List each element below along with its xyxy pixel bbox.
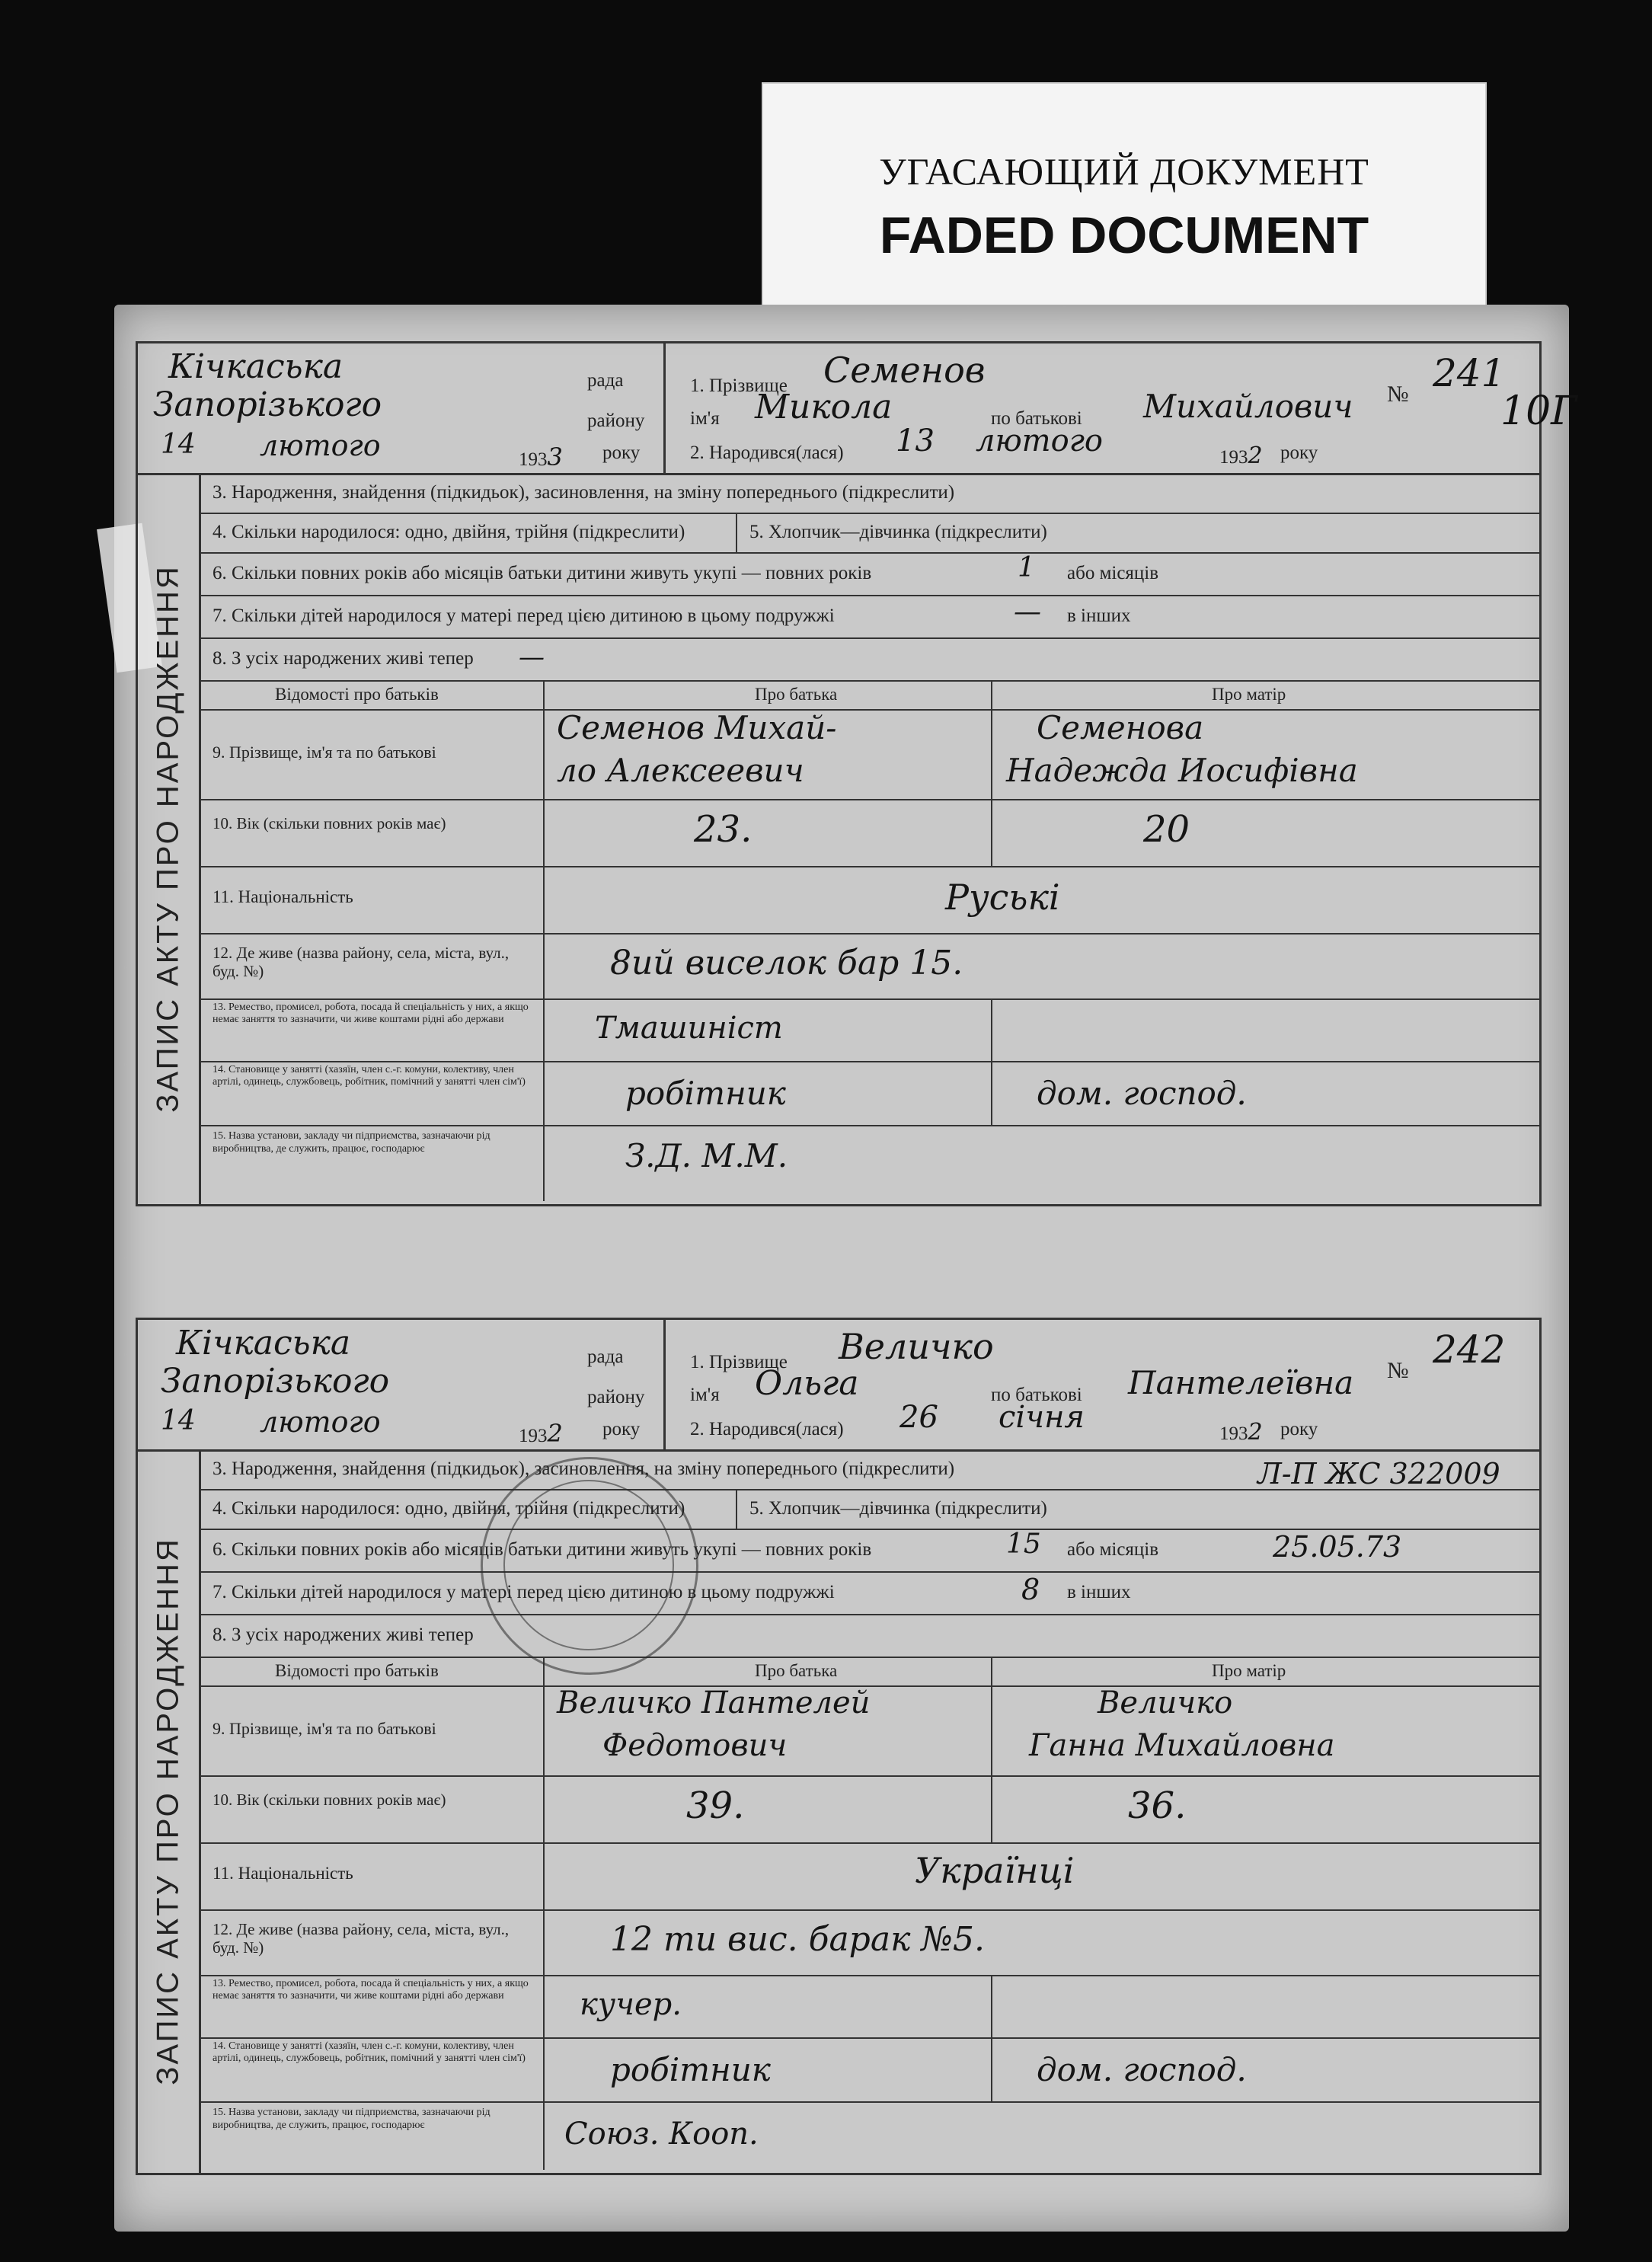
mother-age: 36.	[1128, 1784, 1187, 1827]
trade: кучер.	[580, 1987, 682, 2022]
q15-label: 15. Назва установи, закладу чи підприємства, зазначаючи рід виробництва, де служить, працює, господарює	[212, 1130, 490, 1155]
q9-label: 9. Прізвище, ім'я та по батькові	[212, 743, 436, 762]
father-name-line2: Федотович	[602, 1728, 788, 1763]
q12-label: 12. Де живе (назва району, села, міста, вул., буд. №)	[212, 1920, 510, 1957]
row-6-months: або місяців	[1067, 1539, 1159, 1560]
row-14	[199, 2037, 1539, 2103]
trade: Тмашиніст	[595, 1011, 783, 1046]
row-6-months: або місяців	[1067, 563, 1159, 583]
margin-note: 10Г	[1500, 388, 1577, 434]
birth-day: 13	[896, 423, 935, 458]
q12-divider	[543, 933, 545, 998]
row-3-text: 3. Народження, знайдення (підкидьок), засиновлення, на зміну попереднього (підкреслити)	[212, 1458, 955, 1479]
q15-divider	[543, 2101, 545, 2170]
born-label: 2. Народився(лася)	[690, 1419, 844, 1439]
row-13	[199, 1975, 1539, 2039]
q9-divider	[543, 709, 545, 799]
child-patronymic: Михайлович	[1143, 388, 1353, 425]
record-number: 242	[1433, 1327, 1506, 1372]
row-4-5	[199, 513, 1539, 554]
children-before: 8	[1021, 1573, 1040, 1606]
nationality: Українці	[915, 1850, 1075, 1891]
parents-col-divider	[543, 680, 545, 709]
q14-divider	[543, 2037, 545, 2101]
side-title: ЗАПИС АКТУ ПРО НАРОДЖЕННЯ	[151, 1537, 185, 2085]
surname-label: 1. Прізвище	[690, 1352, 788, 1372]
row-5-text: 5. Хлопчик—дівчинка (підкреслити)	[749, 522, 1047, 542]
row-15	[199, 1125, 1539, 1201]
council-name: Кічкаська	[168, 347, 344, 386]
row-7-others: в інших	[1067, 605, 1131, 626]
row-3-text: 3. Народження, знайдення (підкидьок), засиновлення, на зміну попереднього (підкреслити)	[212, 482, 955, 503]
child-surname: Величко	[839, 1326, 994, 1367]
q14-label: 14. Становище у занятті (хазяїн, член с.-г. комуни, колективу, член артілі, одинець, службовець, робітник, помічний у занятті член сім'ї)	[212, 1064, 526, 1088]
child-first-name: Ольга	[755, 1364, 859, 1403]
years-together: 15	[1006, 1529, 1041, 1560]
q15-divider	[543, 1125, 545, 1201]
name-label: ім'я	[690, 408, 720, 429]
parents-header-row	[199, 1657, 1539, 1687]
birth-roku-label: року	[1280, 1419, 1318, 1439]
workplace: Союз. Кооп.	[564, 2117, 759, 2152]
row-5-text: 5. Хлопчик—дівчинка (підкреслити)	[749, 1498, 1047, 1519]
father-mother-divider	[991, 1657, 992, 1685]
father-age: 39.	[686, 1784, 745, 1827]
mother-name-line1: Семенова	[1037, 709, 1204, 746]
mother-position: дом. господ.	[1037, 2051, 1247, 2088]
q13-divider	[543, 1975, 545, 2037]
birth-record-2	[136, 1318, 1542, 2175]
registration-month: лютого	[260, 1405, 381, 1439]
birth-day: 26	[899, 1400, 938, 1435]
child-patronymic: Пантелеївна	[1128, 1364, 1354, 1401]
row-4-divider	[736, 513, 737, 552]
row-8	[199, 637, 1539, 682]
father-name-line1: Величко Пантелей	[557, 1685, 871, 1720]
mother-name-line2: Ганна Михайловна	[1029, 1728, 1335, 1763]
q12-divider	[543, 1909, 545, 1975]
label-russian: УГАСАЮЩИЙ ДОКУМЕНТ	[879, 150, 1369, 193]
mother-position: дом. господ.	[1037, 1075, 1247, 1112]
row-4-5	[199, 1489, 1539, 1530]
row-6-text: 6. Скільки повних років або місяців батьки дитини живуть укупі — повних років	[212, 563, 872, 583]
row-10	[199, 799, 1539, 867]
q13-label: 13. Ремество, промисел, робота, посада й спеціальність у них, а якщо немає заняття то зазначити, чи живе коштами рідні або держави	[212, 1978, 529, 2002]
label-english: FADED DOCUMENT	[879, 206, 1369, 264]
registration-month: лютого	[260, 429, 381, 462]
number-sign: №	[1387, 1358, 1409, 1383]
mother-header: Про матір	[1212, 685, 1286, 704]
registration-office	[138, 1320, 666, 1449]
row-7-others: в інших	[1067, 1582, 1131, 1602]
row-3	[199, 473, 1539, 514]
q13-divider-2	[991, 1975, 992, 2037]
rada-label: рада	[587, 370, 624, 391]
record-header	[138, 343, 1539, 475]
side-title-column	[138, 1449, 201, 2173]
born-label: 2. Народився(лася)	[690, 442, 844, 463]
q13-label: 13. Ремество, промисел, робота, посада й спеціальність у них, а якщо немає заняття то зазначити, чи живе коштами рідні або держави	[212, 1002, 529, 1025]
number-sign: №	[1387, 382, 1409, 407]
q11-divider	[543, 1842, 545, 1909]
address: 12 ти вис. барак №5.	[610, 1920, 985, 1959]
q11-label: 11. Національність	[212, 1864, 353, 1883]
q10-divider-2	[991, 799, 992, 866]
q10-divider	[543, 799, 545, 866]
father-name-line2: ло Алексеевич	[557, 752, 804, 789]
row-13	[199, 998, 1539, 1062]
council-name: Кічкаська	[176, 1324, 351, 1363]
row-11	[199, 866, 1539, 935]
q12-label: 12. Де живе (назва району, села, міста, вул., буд. №)	[212, 944, 510, 980]
record-header	[138, 1320, 1539, 1452]
children-before: —	[1014, 596, 1041, 628]
row-4-text: 4. Скільки народилося: одно, двійня, трійня (підкреслити)	[212, 1498, 685, 1519]
nationality: Руські	[945, 877, 1060, 918]
father-name-line1: Семенов Михай-	[557, 709, 837, 746]
birth-year-prefix: 193	[1219, 447, 1248, 468]
row-9	[199, 1685, 1539, 1777]
q13-divider	[543, 998, 545, 1061]
parents-header: Відомості про батьків	[275, 685, 439, 704]
surname-label: 1. Прізвище	[690, 375, 788, 396]
registration-year-digit: 3	[547, 442, 563, 471]
record-number: 241	[1433, 351, 1506, 395]
rada-label: рада	[587, 1347, 624, 1367]
q10-label: 10. Вік (скільки повних років має)	[212, 814, 446, 832]
row-3	[199, 1449, 1539, 1490]
row-14	[199, 1061, 1539, 1126]
row-10	[199, 1775, 1539, 1844]
q9-label: 9. Прізвище, ім'я та по батькові	[212, 1719, 436, 1738]
birth-roku-label: року	[1280, 442, 1318, 463]
row-12	[199, 1909, 1539, 1976]
q13-divider-2	[991, 998, 992, 1061]
row-7	[199, 1571, 1539, 1615]
row-8	[199, 1614, 1539, 1658]
row-11	[199, 1842, 1539, 1911]
father-age: 23.	[694, 808, 753, 851]
child-surname: Семенов	[823, 350, 986, 391]
mother-header: Про матір	[1212, 1661, 1286, 1680]
father-header: Про батька	[755, 1661, 838, 1680]
stamp-date: 25.05.73	[1273, 1530, 1402, 1564]
q11-divider	[543, 866, 545, 933]
district-name: Запорізького	[153, 385, 382, 424]
q9-divider	[543, 1685, 545, 1775]
row-4-text: 4. Скільки народилося: одно, двійня, трійня (підкреслити)	[212, 522, 685, 542]
patronymic-label: по батькові	[991, 1385, 1082, 1405]
years-together: 1	[1018, 552, 1035, 583]
row-6-text: 6. Скільки повних років або місяців батьки дитини живуть укупі — повних років	[212, 1539, 872, 1560]
faded-document-label	[762, 82, 1487, 314]
registration-year: 1933	[519, 442, 563, 471]
patronymic-label: по батькові	[991, 408, 1082, 429]
side-title: ЗАПИС АКТУ ПРО НАРОДЖЕННЯ	[151, 564, 185, 1113]
registration-day: 14	[161, 429, 196, 460]
name-label: ім'я	[690, 1385, 720, 1405]
q14-label: 14. Становище у занятті (хазяїн, член с.-г. комуни, колективу, член артілі, одинець, службовець, робітник, помічний у занятті член сім'ї)	[212, 2040, 526, 2064]
birth-year	[1219, 1419, 1263, 1446]
mother-name-line2: Надежда Иосифівна	[1006, 752, 1358, 789]
address: 8ий виселок бар 15.	[610, 944, 963, 982]
row-7-text: 7. Скільки дітей народилося у матері перед цією дитиною в цьому подружжі	[212, 605, 835, 626]
row-7-text: 7. Скільки дітей народилося у матері перед цією дитиною в цьому подружжі	[212, 1582, 835, 1602]
registration-day: 14	[161, 1405, 196, 1436]
q11-label: 11. Національність	[212, 887, 353, 906]
rayonu-label: району	[587, 1387, 645, 1407]
side-title-column	[138, 473, 201, 1204]
birth-year-digit: 2	[1248, 1419, 1263, 1446]
birth-month: лютого	[976, 423, 1103, 458]
q9-divider-2	[991, 1685, 992, 1775]
parents-header: Відомості про батьків	[275, 1661, 439, 1680]
q10-divider-2	[991, 1775, 992, 1842]
roku-label: року	[602, 442, 641, 463]
mother-name-line1: Величко	[1098, 1685, 1233, 1720]
row-8-text: 8. З усіх народжених живі тепер	[212, 1625, 474, 1645]
mother-age: 20	[1143, 808, 1190, 851]
father-position: робітник	[625, 1075, 786, 1112]
birth-year	[1219, 442, 1263, 469]
q10-label: 10. Вік (скільки повних років має)	[212, 1791, 446, 1809]
row-6	[199, 1529, 1539, 1573]
birth-year-digit: 2	[1248, 442, 1263, 469]
stamp-note: Л-П ЖС 322009	[1257, 1457, 1500, 1490]
row-8-text: 8. З усіх народжених живі тепер	[212, 648, 474, 669]
birth-month: січня	[999, 1400, 1085, 1435]
birth-record-1	[136, 341, 1542, 1206]
father-header: Про батька	[755, 685, 838, 704]
birth-year-prefix: 193	[1219, 1423, 1248, 1444]
row-4-divider	[736, 1489, 737, 1529]
row-15	[199, 2101, 1539, 2170]
row-7	[199, 595, 1539, 639]
registration-year: 1932	[519, 1419, 563, 1448]
row-6	[199, 552, 1539, 596]
q14-divider-2	[991, 1061, 992, 1125]
rayonu-label: району	[587, 411, 645, 431]
registration-year-digit: 2	[547, 1419, 563, 1448]
parents-header-row	[199, 680, 1539, 711]
district-name: Запорізького	[161, 1362, 390, 1401]
row-9	[199, 709, 1539, 800]
father-mother-divider	[991, 680, 992, 709]
alive-now: —	[519, 642, 545, 673]
q14-divider-2	[991, 2037, 992, 2101]
workplace: З.Д. М.М.	[625, 1137, 788, 1174]
q9-divider-2	[991, 709, 992, 799]
q14-divider	[543, 1061, 545, 1125]
row-12	[199, 933, 1539, 1000]
registration-office	[138, 343, 666, 473]
q15-label: 15. Назва установи, закладу чи підприємства, зазначаючи рід виробництва, де служить, працює, господарює	[212, 2107, 490, 2131]
child-first-name: Микола	[755, 388, 893, 427]
father-position: робітник	[610, 2051, 771, 2088]
q10-divider	[543, 1775, 545, 1842]
roku-label: року	[602, 1419, 641, 1439]
